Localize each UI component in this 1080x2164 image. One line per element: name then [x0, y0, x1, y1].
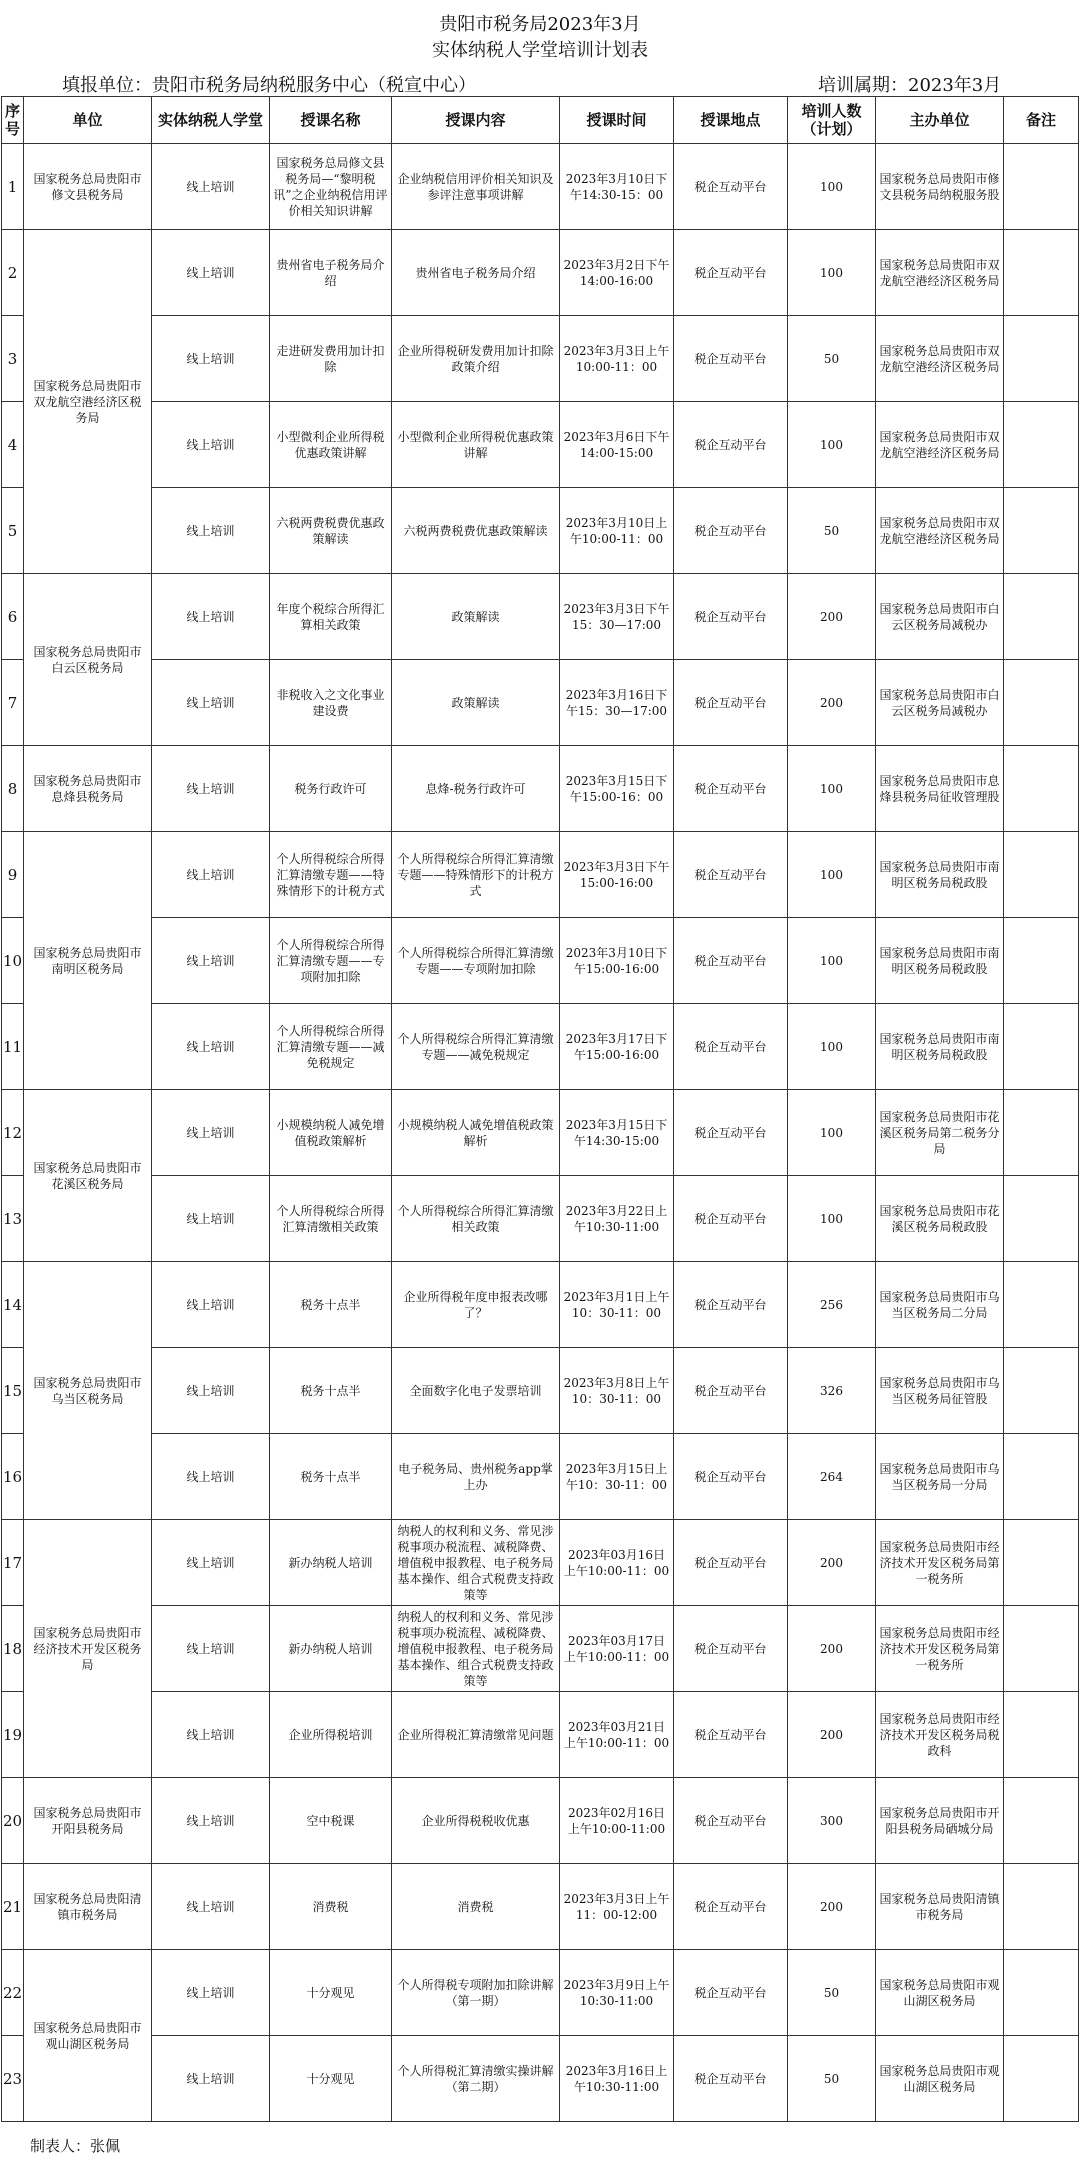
attendee-count-cell: 326 — [788, 1348, 876, 1434]
course-time-cell: 2023年3月16日下午15：30—17:00 — [560, 660, 674, 746]
course-name-cell: 消费税 — [270, 1864, 392, 1950]
unit-cell: 国家税务总局贵阳市白云区税务局 — [24, 574, 152, 746]
course-time-cell: 2023年3月6日下午14:00-15:00 — [560, 402, 674, 488]
column-header: 培训人数（计划） — [788, 97, 876, 144]
course-content-cell: 个人所得税综合所得汇算清缴专题——特殊情形下的计税方式 — [392, 832, 560, 918]
format-cell: 线上培训 — [152, 144, 270, 230]
unit-cell: 国家税务总局贵阳市花溪区税务局 — [24, 1090, 152, 1262]
course-name-cell: 个人所得税综合所得汇算清缴专题——专项附加扣除 — [270, 918, 392, 1004]
format-cell: 线上培训 — [152, 1434, 270, 1520]
format-cell: 线上培训 — [152, 660, 270, 746]
table-row — [2, 574, 1079, 660]
course-content-cell: 息烽-税务行政许可 — [392, 746, 560, 832]
column-header: 授课内容 — [392, 97, 560, 144]
course-content-cell: 电子税务局、贵州税务app掌上办 — [392, 1434, 560, 1520]
seq-cell: 1 — [2, 144, 24, 230]
course-place-cell: 税企互动平台 — [674, 1606, 788, 1692]
course-content-cell: 贵州省电子税务局介绍 — [392, 230, 560, 316]
note-cell — [1004, 402, 1079, 488]
attendee-count-cell: 200 — [788, 660, 876, 746]
course-place-cell: 税企互动平台 — [674, 1520, 788, 1606]
column-header: 主办单位 — [876, 97, 1004, 144]
course-place-cell: 税企互动平台 — [674, 660, 788, 746]
table-row — [2, 488, 1079, 574]
course-place-cell: 税企互动平台 — [674, 918, 788, 1004]
course-time-cell: 2023年3月17日下午15:00-16:00 — [560, 1004, 674, 1090]
format-cell: 线上培训 — [152, 230, 270, 316]
format-cell: 线上培训 — [152, 918, 270, 1004]
table-body — [2, 144, 1079, 2122]
course-place-cell: 税企互动平台 — [674, 746, 788, 832]
host-unit-cell: 国家税务总局贵阳市观山湖区税务局 — [876, 1950, 1004, 2036]
course-place-cell: 税企互动平台 — [674, 1176, 788, 1262]
host-unit-cell: 国家税务总局贵阳市双龙航空港经济区税务局 — [876, 488, 1004, 574]
table-row — [2, 1778, 1079, 1864]
document-subtitle: 实体纳税人学堂培训计划表 — [432, 40, 648, 61]
course-time-cell: 2023年3月1日上午10：30-11：00 — [560, 1262, 674, 1348]
host-unit-cell: 国家税务总局贵阳市南明区税务局税政股 — [876, 832, 1004, 918]
column-header: 单位 — [24, 97, 152, 144]
course-time-cell: 2023年3月3日下午15：30—17:00 — [560, 574, 674, 660]
seq-cell: 10 — [2, 918, 24, 1004]
note-cell — [1004, 488, 1079, 574]
table-row — [2, 230, 1079, 316]
seq-cell: 13 — [2, 1176, 24, 1262]
format-cell: 线上培训 — [152, 1348, 270, 1434]
host-unit-cell: 国家税务总局贵阳市花溪区税务局第二税务分局 — [876, 1090, 1004, 1176]
attendee-count-cell: 264 — [788, 1434, 876, 1520]
column-header: 备注 — [1004, 97, 1079, 144]
format-cell: 线上培训 — [152, 1606, 270, 1692]
note-cell — [1004, 1692, 1079, 1778]
course-content-cell: 企业所得税税收优惠 — [392, 1778, 560, 1864]
note-cell — [1004, 1004, 1079, 1090]
seq-cell: 21 — [2, 1864, 24, 1950]
format-cell: 线上培训 — [152, 574, 270, 660]
course-place-cell: 税企互动平台 — [674, 832, 788, 918]
column-header: 授课名称 — [270, 97, 392, 144]
course-name-cell: 新办纳税人培训 — [270, 1520, 392, 1606]
course-time-cell: 2023年3月15日下午14:30-15:00 — [560, 1090, 674, 1176]
attendee-count-cell: 200 — [788, 574, 876, 660]
course-name-cell: 贵州省电子税务局介绍 — [270, 230, 392, 316]
course-name-cell: 税务十点半 — [270, 1348, 392, 1434]
seq-cell: 12 — [2, 1090, 24, 1176]
course-content-cell: 个人所得税综合所得汇算清缴相关政策 — [392, 1176, 560, 1262]
unit-cell: 国家税务总局贵阳市修文县税务局 — [24, 144, 152, 230]
host-unit-cell: 国家税务总局贵阳市南明区税务局税政股 — [876, 1004, 1004, 1090]
host-unit-cell: 国家税务总局贵阳市双龙航空港经济区税务局 — [876, 316, 1004, 402]
course-name-cell: 年度个税综合所得汇算相关政策 — [270, 574, 392, 660]
seq-cell: 18 — [2, 1606, 24, 1692]
unit-cell: 国家税务总局贵阳市南明区税务局 — [24, 832, 152, 1090]
course-time-cell: 2023年3月9日上午10:30-11:00 — [560, 1950, 674, 2036]
note-cell — [1004, 316, 1079, 402]
column-header: 授课地点 — [674, 97, 788, 144]
course-place-cell: 税企互动平台 — [674, 1090, 788, 1176]
host-unit-cell: 国家税务总局贵阳市经济技术开发区税务局第一税务所 — [876, 1606, 1004, 1692]
course-time-cell: 2023年3月10日下午15:00-16:00 — [560, 918, 674, 1004]
table-row — [2, 402, 1079, 488]
attendee-count-cell: 100 — [788, 832, 876, 918]
course-time-cell: 2023年3月10日下午14:30-15：00 — [560, 144, 674, 230]
course-time-cell: 2023年02月16日上午10:00-11:00 — [560, 1778, 674, 1864]
host-unit-cell: 国家税务总局贵阳市息烽县税务局征收管理股 — [876, 746, 1004, 832]
table-row — [2, 1520, 1079, 1606]
note-cell — [1004, 230, 1079, 316]
course-content-cell: 企业所得税汇算清缴常见问题 — [392, 1692, 560, 1778]
format-cell: 线上培训 — [152, 1950, 270, 2036]
note-cell — [1004, 918, 1079, 1004]
format-cell: 线上培训 — [152, 488, 270, 574]
course-place-cell: 税企互动平台 — [674, 402, 788, 488]
course-place-cell: 税企互动平台 — [674, 1262, 788, 1348]
format-cell: 线上培训 — [152, 1778, 270, 1864]
seq-cell: 7 — [2, 660, 24, 746]
course-time-cell: 2023年03月21日上午10:00-11：00 — [560, 1692, 674, 1778]
table-row — [2, 918, 1079, 1004]
unit-cell: 国家税务总局贵阳市开阳县税务局 — [24, 1778, 152, 1864]
table-row — [2, 1004, 1079, 1090]
table-row — [2, 1864, 1079, 1950]
course-content-cell: 个人所得税综合所得汇算清缴专题——专项附加扣除 — [392, 918, 560, 1004]
course-place-cell: 税企互动平台 — [674, 1434, 788, 1520]
course-time-cell: 2023年3月3日下午15:00-16:00 — [560, 832, 674, 918]
table-row — [2, 746, 1079, 832]
course-content-cell: 消费税 — [392, 1864, 560, 1950]
table-row — [2, 660, 1079, 746]
course-time-cell: 2023年03月16日上午10:00-11：00 — [560, 1520, 674, 1606]
seq-cell: 2 — [2, 230, 24, 316]
course-time-cell: 2023年3月3日上午10:00-11：00 — [560, 316, 674, 402]
host-unit-cell: 国家税务总局贵阳市乌当区税务局征管股 — [876, 1348, 1004, 1434]
course-place-cell: 税企互动平台 — [674, 1348, 788, 1434]
attendee-count-cell: 100 — [788, 402, 876, 488]
course-place-cell: 税企互动平台 — [674, 1004, 788, 1090]
seq-cell: 5 — [2, 488, 24, 574]
course-content-cell: 纳税人的权利和义务、常见涉税事项办税流程、减税降费、增值税申报教程、电子税务局基本操作、组合式税费支持政策等 — [392, 1520, 560, 1606]
table-row — [2, 1692, 1079, 1778]
course-place-cell: 税企互动平台 — [674, 1778, 788, 1864]
note-cell — [1004, 1864, 1079, 1950]
table-header-row — [2, 97, 1079, 144]
course-place-cell: 税企互动平台 — [674, 230, 788, 316]
course-place-cell: 税企互动平台 — [674, 1692, 788, 1778]
course-place-cell: 税企互动平台 — [674, 2036, 788, 2122]
seq-cell: 20 — [2, 1778, 24, 1864]
course-name-cell: 企业所得税培训 — [270, 1692, 392, 1778]
unit-cell: 国家税务总局贵阳清镇市税务局 — [24, 1864, 152, 1950]
format-cell: 线上培训 — [152, 1864, 270, 1950]
course-place-cell: 税企互动平台 — [674, 1864, 788, 1950]
table-row — [2, 1090, 1079, 1176]
host-unit-cell: 国家税务总局贵阳市双龙航空港经济区税务局 — [876, 402, 1004, 488]
course-name-cell: 个人所得税综合所得汇算清缴专题——特殊情形下的计税方式 — [270, 832, 392, 918]
format-cell: 线上培训 — [152, 2036, 270, 2122]
host-unit-cell: 国家税务总局贵阳清镇市税务局 — [876, 1864, 1004, 1950]
course-place-cell: 税企互动平台 — [674, 316, 788, 402]
note-cell — [1004, 1262, 1079, 1348]
unit-cell: 国家税务总局贵阳市息烽县税务局 — [24, 746, 152, 832]
attendee-count-cell: 50 — [788, 316, 876, 402]
reporting-unit: 填报单位：贵阳市税务局纳税服务中心（税宣中心） — [62, 75, 476, 96]
table-row — [2, 316, 1079, 402]
format-cell: 线上培训 — [152, 1520, 270, 1606]
seq-cell: 19 — [2, 1692, 24, 1778]
training-period: 培训属期：2023年3月 — [818, 75, 1002, 96]
table-row — [2, 1434, 1079, 1520]
table-row — [2, 832, 1079, 918]
course-content-cell: 个人所得税综合所得汇算清缴专题——减免税规定 — [392, 1004, 560, 1090]
attendee-count-cell: 300 — [788, 1778, 876, 1864]
host-unit-cell: 国家税务总局贵阳市白云区税务局减税办 — [876, 574, 1004, 660]
course-name-cell: 个人所得税综合所得汇算清缴相关政策 — [270, 1176, 392, 1262]
seq-cell: 14 — [2, 1262, 24, 1348]
attendee-count-cell: 200 — [788, 1520, 876, 1606]
format-cell: 线上培训 — [152, 1090, 270, 1176]
course-name-cell: 非税收入之文化事业建设费 — [270, 660, 392, 746]
note-cell — [1004, 2036, 1079, 2122]
course-name-cell: 税务十点半 — [270, 1434, 392, 1520]
table-row — [2, 1950, 1079, 2036]
course-content-cell: 小规模纳税人减免增值税政策解析 — [392, 1090, 560, 1176]
attendee-count-cell: 100 — [788, 1004, 876, 1090]
format-cell: 线上培训 — [152, 832, 270, 918]
note-cell — [1004, 832, 1079, 918]
attendee-count-cell: 100 — [788, 918, 876, 1004]
format-cell: 线上培训 — [152, 1692, 270, 1778]
format-cell: 线上培训 — [152, 316, 270, 402]
attendee-count-cell: 200 — [788, 1692, 876, 1778]
seq-cell: 3 — [2, 316, 24, 402]
seq-cell: 6 — [2, 574, 24, 660]
note-cell — [1004, 1778, 1079, 1864]
course-time-cell: 2023年3月16日上午10:30-11:00 — [560, 2036, 674, 2122]
format-cell: 线上培训 — [152, 402, 270, 488]
course-place-cell: 税企互动平台 — [674, 488, 788, 574]
attendee-count-cell: 100 — [788, 230, 876, 316]
table-row — [2, 144, 1079, 230]
host-unit-cell: 国家税务总局贵阳市经济技术开发区税务局第一税务所 — [876, 1520, 1004, 1606]
course-content-cell: 企业所得税研发费用加计扣除政策介绍 — [392, 316, 560, 402]
course-content-cell: 小型微利企业所得税优惠政策讲解 — [392, 402, 560, 488]
seq-cell: 22 — [2, 1950, 24, 2036]
course-content-cell: 企业纳税信用评价相关知识及参评注意事项讲解 — [392, 144, 560, 230]
attendee-count-cell: 256 — [788, 1262, 876, 1348]
course-content-cell: 六税两费税费优惠政策解读 — [392, 488, 560, 574]
course-name-cell: 个人所得税综合所得汇算清缴专题——减免税规定 — [270, 1004, 392, 1090]
format-cell: 线上培训 — [152, 1004, 270, 1090]
seq-cell: 8 — [2, 746, 24, 832]
unit-cell: 国家税务总局贵阳市经济技术开发区税务局 — [24, 1520, 152, 1778]
note-cell — [1004, 1434, 1079, 1520]
course-name-cell: 小规模纳税人减免增值税政策解析 — [270, 1090, 392, 1176]
course-time-cell: 2023年3月3日上午11：00-12:00 — [560, 1864, 674, 1950]
note-cell — [1004, 746, 1079, 832]
seq-cell: 16 — [2, 1434, 24, 1520]
table-row — [2, 1262, 1079, 1348]
note-cell — [1004, 1606, 1079, 1692]
course-name-cell: 十分观见 — [270, 1950, 392, 2036]
format-cell: 线上培训 — [152, 1176, 270, 1262]
course-place-cell: 税企互动平台 — [674, 144, 788, 230]
note-cell — [1004, 144, 1079, 230]
course-content-cell: 纳税人的权利和义务、常见涉税事项办税流程、减税降费、增值税申报教程、电子税务局基本操作、组合式税费支持政策等 — [392, 1606, 560, 1692]
course-time-cell: 2023年3月22日上午10:30-11:00 — [560, 1176, 674, 1262]
unit-cell: 国家税务总局贵阳市乌当区税务局 — [24, 1262, 152, 1520]
format-cell: 线上培训 — [152, 1262, 270, 1348]
host-unit-cell: 国家税务总局贵阳市乌当区税务局一分局 — [876, 1434, 1004, 1520]
course-time-cell: 2023年3月15日下午15:00-16：00 — [560, 746, 674, 832]
host-unit-cell: 国家税务总局贵阳市修文县税务局纳税服务股 — [876, 144, 1004, 230]
course-name-cell: 走进研发费用加计扣除 — [270, 316, 392, 402]
host-unit-cell: 国家税务总局贵阳市经济技术开发区税务局税政科 — [876, 1692, 1004, 1778]
note-cell — [1004, 1090, 1079, 1176]
course-content-cell: 个人所得税专项附加扣除讲解（第一期） — [392, 1950, 560, 2036]
table-row — [2, 1348, 1079, 1434]
attendee-count-cell: 100 — [788, 746, 876, 832]
attendee-count-cell: 50 — [788, 2036, 876, 2122]
column-header: 授课时间 — [560, 97, 674, 144]
course-time-cell: 2023年3月15日上午10：30-11：00 — [560, 1434, 674, 1520]
attendee-count-cell: 50 — [788, 1950, 876, 2036]
seq-cell: 23 — [2, 2036, 24, 2122]
course-name-cell: 新办纳税人培训 — [270, 1606, 392, 1692]
course-time-cell: 2023年3月10日上午10:00-11：00 — [560, 488, 674, 574]
course-content-cell: 政策解读 — [392, 574, 560, 660]
course-name-cell: 空中税课 — [270, 1778, 392, 1864]
attendee-count-cell: 100 — [788, 1090, 876, 1176]
course-time-cell: 2023年3月2日下午14:00-16:00 — [560, 230, 674, 316]
host-unit-cell: 国家税务总局贵阳市观山湖区税务局 — [876, 2036, 1004, 2122]
seq-cell: 15 — [2, 1348, 24, 1434]
seq-cell: 17 — [2, 1520, 24, 1606]
course-content-cell: 个人所得税汇算清缴实操讲解（第二期） — [392, 2036, 560, 2122]
table-row — [2, 1606, 1079, 1692]
unit-cell: 国家税务总局贵阳市观山湖区税务局 — [24, 1950, 152, 2122]
host-unit-cell: 国家税务总局贵阳市花溪区税务局税政股 — [876, 1176, 1004, 1262]
note-cell — [1004, 1950, 1079, 2036]
course-place-cell: 税企互动平台 — [674, 1950, 788, 2036]
host-unit-cell: 国家税务总局贵阳市乌当区税务局二分局 — [876, 1262, 1004, 1348]
host-unit-cell: 国家税务总局贵阳市开阳县税务局硒城分局 — [876, 1778, 1004, 1864]
course-time-cell: 2023年03月17日上午10:00-11：00 — [560, 1606, 674, 1692]
course-name-cell: 税务十点半 — [270, 1262, 392, 1348]
course-content-cell: 全面数字化电子发票培训 — [392, 1348, 560, 1434]
format-cell: 线上培训 — [152, 746, 270, 832]
course-name-cell: 国家税务总局修文县税务局—“黎明税讯”之企业纳税信用评价相关知识讲解 — [270, 144, 392, 230]
table-row — [2, 1176, 1079, 1262]
note-cell — [1004, 574, 1079, 660]
table-maker: 制表人：张佩 — [30, 2137, 121, 2155]
course-name-cell: 小型微利企业所得税优惠政策讲解 — [270, 402, 392, 488]
attendee-count-cell: 200 — [788, 1864, 876, 1950]
training-plan-table — [1, 96, 1079, 2122]
attendee-count-cell: 100 — [788, 144, 876, 230]
note-cell — [1004, 660, 1079, 746]
course-content-cell: 企业所得税年度申报表改哪了？ — [392, 1262, 560, 1348]
column-header: 序号 — [2, 97, 24, 144]
note-cell — [1004, 1176, 1079, 1262]
course-content-cell: 政策解读 — [392, 660, 560, 746]
course-name-cell: 十分观见 — [270, 2036, 392, 2122]
course-name-cell: 六税两费税费优惠政策解读 — [270, 488, 392, 574]
note-cell — [1004, 1348, 1079, 1434]
course-name-cell: 税务行政许可 — [270, 746, 392, 832]
seq-cell: 4 — [2, 402, 24, 488]
attendee-count-cell: 50 — [788, 488, 876, 574]
course-place-cell: 税企互动平台 — [674, 574, 788, 660]
column-header: 实体纳税人学堂 — [152, 97, 270, 144]
host-unit-cell: 国家税务总局贵阳市双龙航空港经济区税务局 — [876, 230, 1004, 316]
seq-cell: 11 — [2, 1004, 24, 1090]
seq-cell: 9 — [2, 832, 24, 918]
unit-cell: 国家税务总局贵阳市双龙航空港经济区税务局 — [24, 230, 152, 574]
host-unit-cell: 国家税务总局贵阳市白云区税务局减税办 — [876, 660, 1004, 746]
attendee-count-cell: 100 — [788, 1176, 876, 1262]
table-row — [2, 2036, 1079, 2122]
host-unit-cell: 国家税务总局贵阳市南明区税务局税政股 — [876, 918, 1004, 1004]
document-title: 贵阳市税务局2023年3月 — [439, 14, 641, 35]
note-cell — [1004, 1520, 1079, 1606]
attendee-count-cell: 200 — [788, 1606, 876, 1692]
course-time-cell: 2023年3月8日上午10：30-11：00 — [560, 1348, 674, 1434]
